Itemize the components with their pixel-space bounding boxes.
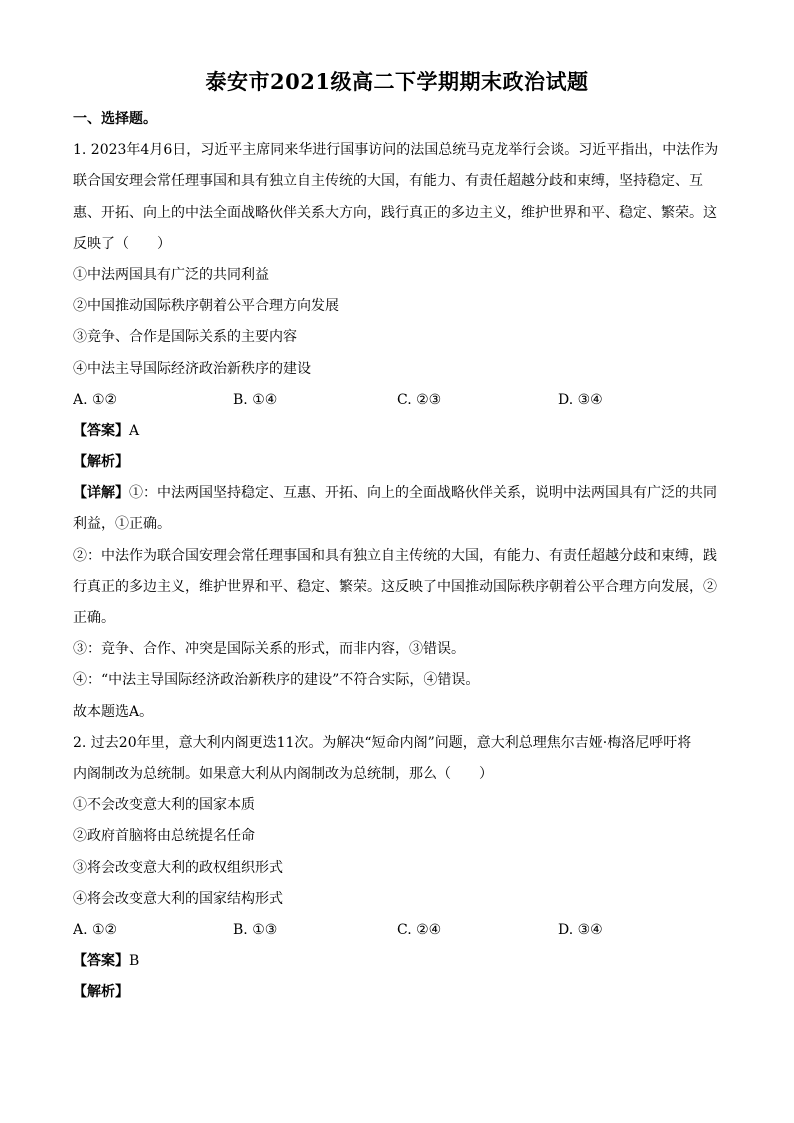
statement-item: ③将会改变意大利的政权组织形式 bbox=[73, 859, 283, 876]
document-body bbox=[73, 104, 723, 1008]
question-stem-line: 内阁制改为总统制。如果意大利从内阁制改为总统制，那么（ ） bbox=[73, 765, 493, 782]
detail-text: ①：中法两国坚持稳定、互惠、开拓、向上的全面战略伙伴关系，说明中法两国具有广泛的共同 bbox=[129, 485, 717, 502]
answer-value: A bbox=[129, 422, 140, 439]
answer-options bbox=[73, 915, 723, 946]
option-c: C. ②④ bbox=[397, 921, 442, 938]
option-b: B. ①④ bbox=[233, 391, 278, 408]
detail-line: 利益，①正确。 bbox=[73, 516, 171, 533]
detail-line: ③：竞争、合作、冲突是国际关系的形式，而非内容，③错误。 bbox=[73, 641, 465, 658]
question-stem-line: 反映了（ ） bbox=[73, 235, 171, 252]
answer-line bbox=[73, 416, 723, 447]
detail-line: ④：“中法主导国际经济政治新秩序的建设”不符合实际，④错误。 bbox=[73, 672, 480, 689]
detail-line bbox=[73, 478, 723, 509]
detail-line: ②：中法作为联合国安理会常任理事国和具有独立自主传统的大国，有能力、有责任超越分歧和束缚，践 bbox=[73, 547, 717, 564]
option-d: D. ③④ bbox=[558, 391, 603, 408]
detail-line: 正确。 bbox=[73, 610, 115, 626]
answer-line bbox=[73, 946, 723, 977]
analysis-tag: 【解析】 bbox=[73, 984, 129, 1001]
question-2 bbox=[73, 728, 723, 1009]
statement-item: ②中国推动国际秩序朝着公平合理方向发展 bbox=[73, 298, 339, 315]
option-c: C. ②③ bbox=[397, 391, 442, 408]
section-heading: 一、选择题。 bbox=[73, 111, 157, 127]
statement-item: ④中法主导国际经济政治新秩序的建设 bbox=[73, 360, 311, 377]
statement-item: ①不会改变意大利的国家本质 bbox=[73, 797, 255, 814]
option-d: D. ③④ bbox=[558, 921, 603, 938]
option-a: A. ①② bbox=[73, 921, 118, 938]
question-1 bbox=[73, 135, 723, 728]
answer-options bbox=[73, 385, 723, 416]
detail-line: 行真正的多边主义，维护世界和平、稳定、繁荣。这反映了中国推动国际秩序朝着公平合理方向发展，② bbox=[73, 578, 717, 595]
question-stem-line: 2. 过去20年里，意大利内阁更迭11次。为解决“短命内阁”问题，意大利总理焦尔吉娅·梅洛尼呼吁将 bbox=[73, 734, 692, 751]
option-a: A. ①② bbox=[73, 391, 118, 408]
page-title: 泰安市2021级高二下学期期末政治试题 bbox=[205, 69, 589, 94]
statement-item: ④将会改变意大利的国家结构形式 bbox=[73, 890, 283, 907]
conclusion-line: 故本题选A。 bbox=[73, 703, 154, 720]
question-stem-line: 惠、开拓、向上的中法全面战略伙伴关系大方向，践行真正的多边主义，维护世界和平、稳定、繁荣。这 bbox=[73, 204, 717, 221]
statement-item: ①中法两国具有广泛的共同利益 bbox=[73, 266, 269, 283]
option-b: B. ①③ bbox=[233, 921, 278, 938]
analysis-tag: 【解析】 bbox=[73, 454, 129, 471]
answer-tag: 【答案】 bbox=[73, 422, 129, 439]
answer-tag: 【答案】 bbox=[73, 953, 129, 970]
question-stem-line: 联合国安理会常任理事国和具有独立自主传统的大国，有能力、有责任超越分歧和束缚，坚持稳定、互 bbox=[73, 173, 703, 190]
question-stem-line: 1. 2023年4月6日，习近平主席同来华进行国事访问的法国总统马克龙举行会谈。习近平指出，中法作为 bbox=[73, 142, 719, 159]
answer-value: B bbox=[129, 953, 140, 970]
statement-item: ②政府首脑将由总统提名任命 bbox=[73, 828, 255, 845]
detail-tag: 【详解】 bbox=[73, 485, 129, 502]
statement-item: ③竞争、合作是国际关系的主要内容 bbox=[73, 329, 297, 346]
